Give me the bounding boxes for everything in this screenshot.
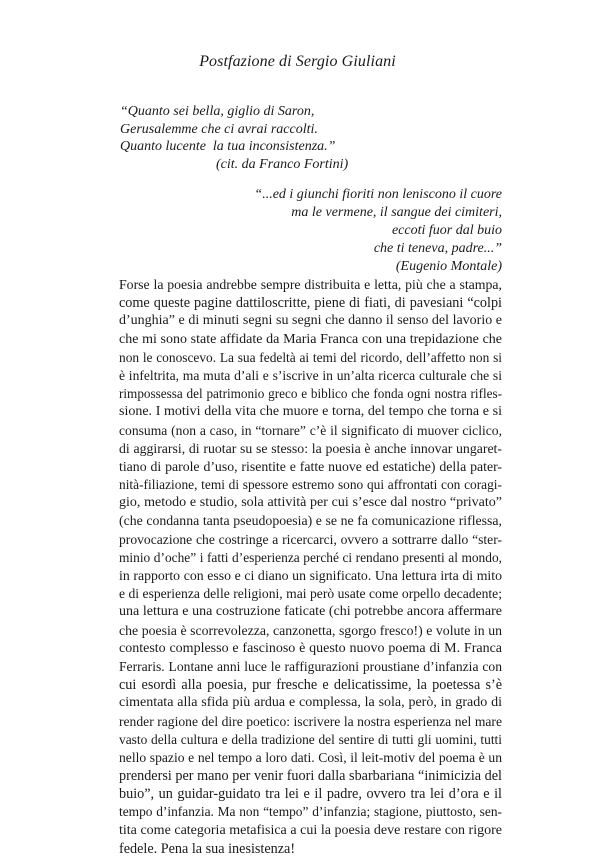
body-line: tita come categoria metafisica a cui la poesia deve restare con rigore: [119, 822, 502, 838]
epigraph-line: ma le vermene, il sangue dei cimiteri,: [291, 205, 502, 220]
body-line: cimentata alla sfida più ardua e complessa, la sola, però, in grado di: [119, 695, 502, 711]
page-title: Postfazione di Sergio Giuliani: [199, 53, 396, 70]
body-line: provocazione che costringe a ricercarci, ovvero a sottrarre dallo “ster-: [119, 531, 502, 547]
body-line: contesto complesso e fascinoso è questo nuovo poema di M. Franca: [119, 640, 502, 656]
body-line: cui esordì alla poesia, pur fresche e delicatissime, la poetessa s’è: [119, 677, 502, 694]
body-line: buio”, un guidar-guidato tra lei e il padre, ovvero tra lei d’ora e il: [119, 786, 502, 803]
body-line: in rapporto con esso e ci diano un significato. Una lettura irta di mito: [119, 568, 502, 583]
body-line: che poesia è scorrevolezza, canzonetta, sgorgo fresco!) e volute in un: [119, 622, 502, 638]
body-line: tempo d’infanzia. Ma non “tempo” d’infanzia; stagione, piuttosto, sen-: [119, 804, 502, 820]
epigraph-montale: [254, 186, 502, 276]
body-line: d’unghia” e di minuti segni su segni che danno il senso del lavorio e: [119, 313, 502, 329]
body-paragraph: [119, 276, 502, 858]
epigraph-citation: (Eugenio Montale): [395, 259, 502, 274]
body-line: non le conoscevo. La sua fedeltà ai temi del ricordo, dell’affetto non si: [119, 349, 502, 365]
epigraph-line: “...ed i giunchi fioriti non leniscono il cuore: [254, 187, 502, 202]
body-line: render ragione del dire poetico: iscrivere la nostra esperienza nel mare: [119, 713, 502, 729]
body-line: e di esperienza delle religioni, mai però usate come orpello decadente;: [119, 586, 502, 602]
body-line: nità-filiazione, temi di spessore estremo sono qui affrontati con coragi-: [119, 477, 502, 493]
body-line: tiano di parole d’uso, risentite e fatte nuove ed estatiche) della pater-: [119, 458, 502, 474]
body-line: vasto della cultura e della tradizione del sentire di tutti gli uomini, tutti: [119, 731, 502, 747]
body-line: (che condanna tanta pseudopoesia) e se ne fa comunicazione riflessa,: [119, 513, 502, 529]
epigraph-line: che ti teneva, padre...”: [373, 241, 502, 256]
body-line: Forse la poesia andrebbe sempre distribuita e letta, più che a stampa,: [119, 277, 502, 292]
body-line: come queste pagine dattiloscritte, piene di fiati, di pavesiani “colpi: [119, 295, 502, 312]
epigraph-citation: (cit. da Franco Fortini): [216, 156, 349, 172]
epigraph-fortini: [120, 103, 348, 173]
body-line: rimpossessa del patrimonio greco e biblico che fonda ogni nostra rifles-: [119, 386, 502, 402]
epigraph-line: Gerusalemme che ci avrai raccolti.: [120, 121, 318, 137]
body-line: una lettura e una costruzione faticate (chi potrebbe ancora affermare: [119, 604, 502, 620]
body-line: consuma (non a caso, in “tornare” c’è il significato di muover ciclico,: [119, 422, 502, 438]
body-line: Ferraris. Lontane anni luce le raffigurazioni proustiane d’infanzia con: [119, 658, 502, 674]
epigraph-line: Quanto lucente la tua inconsistenza.”: [120, 139, 336, 154]
body-line: fedele. Pena la sua inesistenza!: [119, 840, 296, 857]
body-line: nello spazio e nel tempo a loro dati. Così, il leit-motiv del poema è un: [119, 749, 502, 765]
body-line: sione. I motivi della vita che muore e torna, del tempo che torna e si: [119, 404, 502, 420]
epigraph-line: “Quanto sei bella, giglio di Saron,: [120, 104, 315, 119]
body-line: che mi sono state affidate da Maria Franca con una trepidazione che: [119, 331, 502, 347]
body-line: di aggirarsi, di ruotar su se stesso: la poesia è anche innovar ungaret-: [119, 440, 502, 456]
body-line: minio d’oche” i fatti d’esperienza perché ci rendano presenti al mondo,: [119, 549, 502, 565]
body-line: prendersi per mano per venir fuori dalla sbarbariana “inimicizia del: [119, 768, 502, 785]
body-line: è infeltrita, ma muta d’ali e s’iscrive in un’alta ricerca culturale che si: [119, 367, 502, 383]
body-line: gio, metodo e studio, sola attività per cui s’esce dal nostro “privato”: [119, 495, 502, 511]
epigraph-line: eccoti fuor dal buio: [391, 223, 502, 238]
